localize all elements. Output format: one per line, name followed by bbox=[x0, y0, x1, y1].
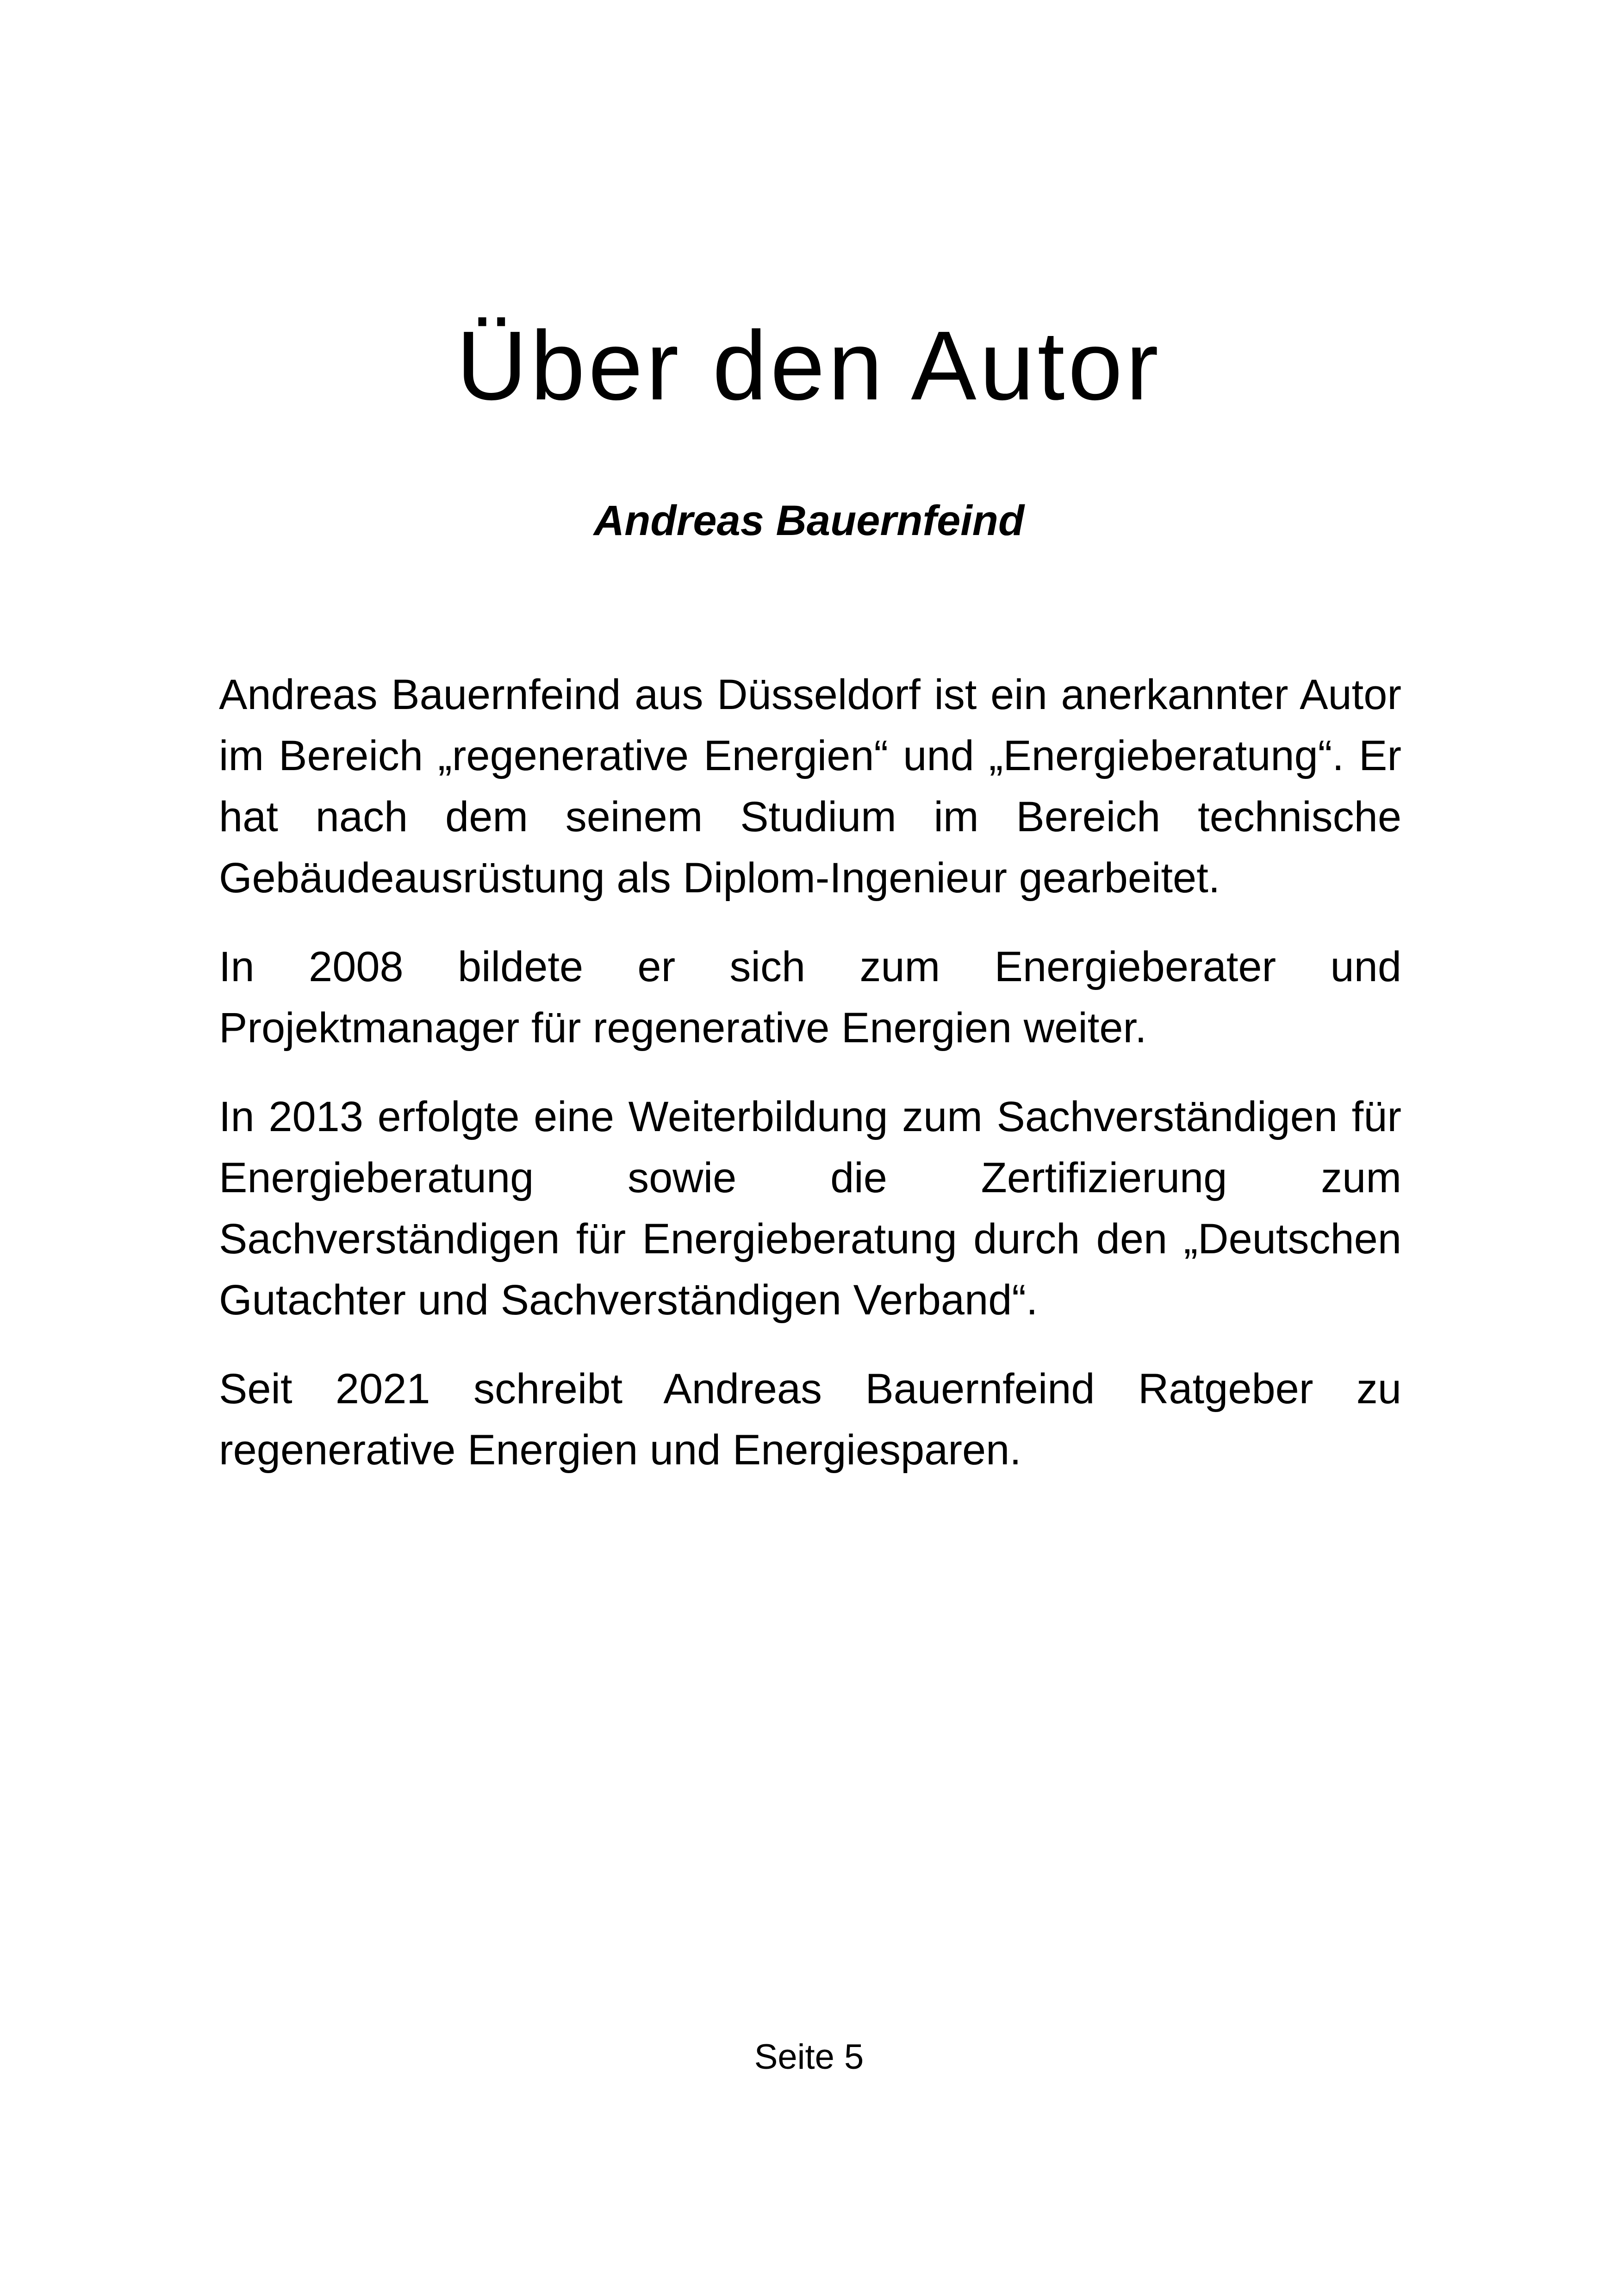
biography-paragraph-2: In 2008 bildete er sich zum Energieberater und Projektmanager für regenerative Energien weiter. bbox=[219, 943, 1401, 1052]
biography-paragraph-1: Andreas Bauernfeind aus Düsseldorf ist ein anerkannter Autor im Bereich „regenerative Energien“ und „Energieberatung“. Er hat nach dem seinem Studium im Bereich technische Gebäudeausrüstung als Diplom-Ingenieur gearbeitet. bbox=[219, 671, 1401, 902]
page-title: Über den Autor bbox=[456, 311, 1162, 420]
biography-paragraph-4: Seit 2021 schreibt Andreas Bauernfeind Ratgeber zu regenerative Energien und Energiesparen. bbox=[219, 1365, 1401, 1474]
author-name: Andreas Bauernfeind bbox=[593, 497, 1025, 544]
biography-paragraph-3: In 2013 erfolgte eine Weiterbildung zum Sachverständigen für Energieberatung sowie die Zertifizierung zum Sachverständigen für Energieberatung durch den „Deutschen Gutachter und Sachverständigen Verband“. bbox=[219, 1093, 1401, 1324]
author-biography bbox=[219, 664, 1401, 1508]
page-number: Seite 5 bbox=[754, 2037, 864, 2077]
